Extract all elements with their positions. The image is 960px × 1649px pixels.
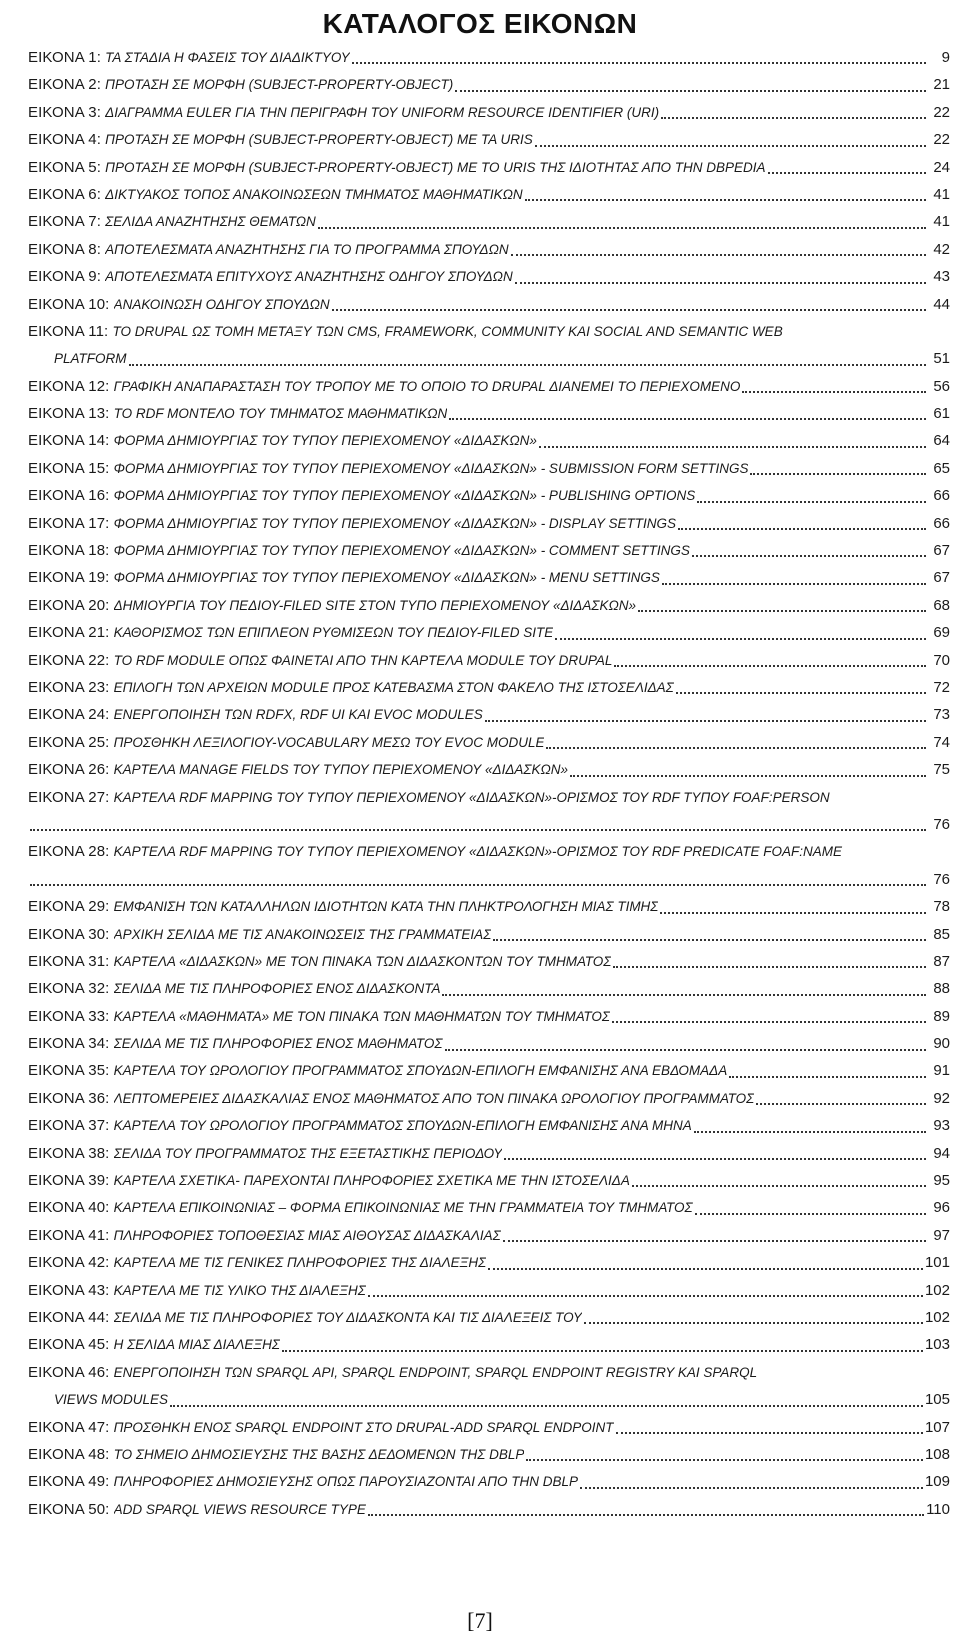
leader-dots [661, 117, 926, 119]
figure-label: ΕΙΚΟΝΑ 23: [28, 678, 110, 696]
figure-page: 73 [933, 706, 950, 724]
figure-page: 93 [933, 1117, 950, 1135]
figure-page: 67 [933, 569, 950, 587]
figure-caption: Η ΣΕΛΙΔΑ ΜΙΑΣ ΔΙΑΛΕΞΗΣ [113, 1337, 281, 1353]
leader-dots [676, 692, 926, 694]
figure-entry[interactable] [28, 263, 950, 290]
figure-label: ΕΙΚΟΝΑ 35: [28, 1062, 110, 1080]
figure-entry[interactable] [28, 647, 950, 674]
figure-caption: ΦΟΡΜΑ ΔΗΜΙΟΥΡΓΙΑΣ ΤΟΥ ΤΥΠΟΥ ΠΕΡΙΕΧΟΜΕΝΟΥ «ΔΙΔΑΣΚΩΝ» - COMMENT SETTINGS [113, 543, 690, 559]
figure-entry[interactable] [28, 1003, 950, 1030]
figure-entry[interactable] [28, 1058, 950, 1085]
leader-dots [756, 1103, 926, 1105]
figure-caption: ΑΝΑΚΟΙΝΩΣΗ ΟΔΗΓΟΥ ΣΠΟΥΔΩΝ [113, 296, 330, 312]
figure-label: ΕΙΚΟΝΑ 42: [28, 1254, 110, 1272]
figure-caption: ΕΠΙΛΟΓΗ ΤΩΝ ΑΡΧΕΙΩΝ MODULE ΠΡΟΣ ΚΑΤΕΒΑΣΜΑ ΣΤΟΝ ΦΑΚΕΛΟ ΤΗΣ ΙΣΤΟΣΕΛΙΔΑΣ [113, 679, 674, 695]
leader-dots [555, 638, 926, 640]
figure-label: ΕΙΚΟΝΑ 13: [28, 405, 110, 423]
figure-entry[interactable] [28, 1359, 950, 1414]
figure-label: ΕΙΚΟΝΑ 43: [28, 1281, 110, 1299]
figure-entry[interactable] [28, 1496, 950, 1523]
figure-page: 91 [933, 1062, 950, 1080]
figure-entry[interactable] [28, 482, 950, 509]
figure-label: ΕΙΚΟΝΑ 48: [28, 1445, 110, 1463]
figure-entry[interactable] [28, 1085, 950, 1112]
figure-page: 85 [933, 925, 950, 943]
figure-entry[interactable] [28, 318, 950, 373]
leader-dots [449, 418, 926, 420]
leader-dots [678, 528, 926, 530]
leader-dots [580, 1487, 923, 1489]
figure-label: ΕΙΚΟΝΑ 28: [28, 843, 110, 861]
figure-entry-line2 [28, 811, 950, 838]
figure-entry[interactable] [28, 1249, 950, 1276]
leader-dots [170, 1405, 923, 1407]
figure-page: 51 [933, 350, 950, 368]
figure-caption: ADD SPARQL VIEWS RESOURCE TYPE [113, 1501, 366, 1517]
figure-label: ΕΙΚΟΝΑ 20: [28, 596, 110, 614]
figure-page: 65 [933, 459, 950, 477]
leader-dots [352, 62, 926, 64]
figure-entry[interactable] [28, 1222, 950, 1249]
figure-entry[interactable] [28, 674, 950, 701]
figure-page: 102 [924, 1281, 950, 1299]
leader-dots [30, 829, 926, 831]
figure-label: ΕΙΚΟΝΑ 8: [28, 240, 101, 258]
figure-entry[interactable] [28, 893, 950, 920]
figure-label: ΕΙΚΟΝΑ 34: [28, 1035, 110, 1053]
leader-dots [695, 1213, 926, 1215]
figure-page: 108 [924, 1445, 950, 1463]
leader-dots [697, 501, 926, 503]
figure-label: ΕΙΚΟΝΑ 17: [28, 514, 110, 532]
figure-page: 92 [933, 1089, 950, 1107]
figure-label: ΕΙΚΟΝΑ 15: [28, 459, 110, 477]
figure-caption: ΚΑΡΤΕΛΑ «ΔΙΔΑΣΚΩΝ» ΜΕ ΤΟΝ ΠΙΝΑΚΑ ΤΩΝ ΔΙΔΑΣΚΟΝΤΩΝ ΤΟΥ ΤΜΗΜΑΤΟΣ [113, 953, 612, 969]
figure-caption: ΔΙΚΤΥΑΚΟΣ ΤΟΠΟΣ ΑΝΑΚΟΙΝΩΣΕΩΝ ΤΜΗΜΑΤΟΣ ΜΑΘΗΜΑΤΙΚΩΝ [105, 186, 523, 202]
figure-entry[interactable] [28, 1331, 950, 1358]
figure-page: 105 [924, 1391, 950, 1409]
leader-dots [445, 1049, 927, 1051]
figure-entry[interactable] [28, 537, 950, 564]
figure-entry[interactable] [28, 44, 950, 71]
figure-page: 89 [933, 1007, 950, 1025]
leader-dots [129, 364, 926, 366]
figure-page: 88 [933, 980, 950, 998]
leader-dots [511, 254, 926, 256]
figure-label: ΕΙΚΟΝΑ 2: [28, 76, 101, 94]
figure-caption: ΠΡΟΤΑΣΗ ΣΕ ΜΟΡΦΗ (SUBJECT-PROPERTY-OBJECT) [105, 77, 454, 93]
figure-entry[interactable] [28, 1112, 950, 1139]
figure-page: 95 [933, 1172, 950, 1190]
figure-label: ΕΙΚΟΝΑ 38: [28, 1144, 110, 1162]
figure-entry[interactable] [28, 1441, 950, 1468]
figure-label: ΕΙΚΟΝΑ 25: [28, 733, 110, 751]
figure-entry[interactable] [28, 729, 950, 756]
figure-caption: ΚΑΡΤΕΛΑ RDF MAPPING ΤΟΥ ΤΥΠΟΥ ΠΕΡΙΕΧΟΜΕΝΟΥ «ΔΙΔΑΣΚΩΝ»-ΟΡΙΣΜΟΣ ΤΟΥ RDF PREDICATE FOAF:NAME [113, 844, 843, 860]
figure-entry[interactable] [28, 1140, 950, 1167]
figure-page: 87 [933, 952, 950, 970]
figure-caption: ΣΕΛΙΔΑ ΜΕ ΤΙΣ ΠΛΗΡΟΦΟΡΙΕΣ ΤΟΥ ΔΙΔΑΣΚΟΝΤΑ ΚΑΙ ΤΙΣ ΔΙΑΛΕΞΕΙΣ ΤΟΥ [113, 1310, 582, 1325]
figure-caption: ΚΑΡΤΕΛΑ RDF MAPPING ΤΟΥ ΤΥΠΟΥ ΠΕΡΙΕΧΟΜΕΝΟΥ «ΔΙΔΑΣΚΩΝ»-ΟΡΙΣΜΟΣ ΤΟΥ RDF ΤΥΠΟΥ FOAF:PERSON [113, 789, 830, 805]
figure-entry[interactable] [28, 236, 950, 263]
figure-label: ΕΙΚΟΝΑ 19: [28, 569, 110, 587]
leader-dots [488, 1268, 923, 1270]
figure-entry-line1 [28, 1359, 950, 1386]
leader-dots [539, 446, 926, 448]
figure-label: ΕΙΚΟΝΑ 3: [28, 103, 101, 121]
figure-caption: ΑΠΟΤΕΛΕΣΜΑΤΑ ΕΠΙΤΥΧΟΥΣ ΑΝΑΖΗΤΗΣΗΣ ΟΔΗΓΟΥ ΣΠΟΥΔΩΝ [105, 269, 513, 285]
figure-entry[interactable] [28, 975, 950, 1002]
leader-dots [493, 939, 926, 941]
figure-label: ΕΙΚΟΝΑ 10: [28, 295, 110, 313]
leader-dots [638, 610, 926, 612]
figure-page: 22 [933, 131, 950, 149]
figure-page: 102 [924, 1309, 950, 1326]
figure-label: ΕΙΚΟΝΑ 12: [28, 377, 110, 395]
figure-entry-line1 [28, 318, 950, 345]
figure-caption: ΤΟ RDF MODULE ΟΠΩΣ ΦΑΙΝΕΤΑΙ ΑΠΟ ΤΗΝ ΚΑΡΤΕΛΑ MODULE ΤΟΥ DRUPAL [113, 652, 613, 668]
figure-entry[interactable] [28, 756, 950, 783]
leader-dots [768, 172, 926, 174]
figure-entry[interactable] [28, 291, 950, 318]
figure-page: 78 [933, 898, 950, 916]
leader-dots [616, 1432, 923, 1434]
figure-caption: ΑΠΟΤΕΛΕΣΜΑΤΑ ΑΝΑΖΗΤΗΣΗΣ ΓΙΑ ΤΟ ΠΡΟΓΡΑΜΜΑ ΣΠΟΥΔΩΝ [105, 241, 509, 257]
figure-caption: ΠΡΟΤΑΣΗ ΣΕ ΜΟΡΦΗ (SUBJECT-PROPERTY-OBJECT) ΜΕ ΤΑ URIS [105, 132, 533, 148]
figure-entry-line2 [28, 866, 950, 893]
figure-label: ΕΙΚΟΝΑ 11: [28, 322, 109, 340]
figure-caption: ΔΙΑΓΡΑΜΜΑ EULER ΓΙΑ ΤΗΝ ΠΕΡΙΓΡΑΦΗ ΤΟΥ UNIFORM RESOURCE IDENTIFIER (URI) [105, 104, 660, 120]
leader-dots [614, 665, 926, 667]
figure-label: ΕΙΚΟΝΑ 47: [28, 1418, 110, 1436]
figure-page: 109 [924, 1473, 950, 1491]
figure-entry[interactable] [28, 71, 950, 98]
figure-label: ΕΙΚΟΝΑ 21: [28, 624, 110, 642]
figure-caption: ΦΟΡΜΑ ΔΗΜΙΟΥΡΓΙΑΣ ΤΟΥ ΤΥΠΟΥ ΠΕΡΙΕΧΟΜΕΝΟΥ «ΔΙΔΑΣΚΩΝ» - PUBLISHING OPTIONS [113, 488, 696, 504]
figure-caption: ΤΟ DRUPAL ΩΣ ΤΟΜΗ ΜΕΤΑΞΥ ΤΩΝ CMS, FRAMEWORK, COMMUNITY ΚΑΙ SOCIAL AND SEMANTIC WEB [112, 323, 783, 339]
figure-entry[interactable] [28, 1468, 950, 1495]
figure-page: 97 [933, 1226, 950, 1244]
figure-page: 66 [933, 487, 950, 505]
figure-caption: ΚΑΡΤΕΛΑ ΣΧΕΤΙΚΑ- ΠΑΡΕΧΟΝΤΑΙ ΠΛΗΡΟΦΟΡΙΕΣ ΣΧΕΤΙΚΑ ΜΕ ΤΗΝ ΙΣΤΟΣΕΛΙΔΑ [113, 1173, 630, 1189]
figure-caption: ΣΕΛΙΔΑ ΜΕ ΤΙΣ ΠΛΗΡΟΦΟΡΙΕΣ ΕΝΟΣ ΔΙΔΑΣΚΟΝΤΑ [113, 981, 441, 997]
figure-label: ΕΙΚΟΝΑ 26: [28, 761, 110, 779]
figure-page: 41 [933, 185, 950, 203]
figure-caption: ΛΕΠΤΟΜΕΡΕΙΕΣ ΔΙΔΑΣΚΑΛΙΑΣ ΕΝΟΣ ΜΑΘΗΜΑΤΟΣ ΑΠΟ ΤΟΝ ΠΙΝΑΚΑ ΩΡΟΛΟΓΙΟΥ ΠΡΟΓΡΑΜΜΑΤΟΣ [113, 1090, 755, 1106]
figure-caption: ΚΑΡΤΕΛΑ «ΜΑΘΗΜΑΤΑ» ΜΕ ΤΟΝ ΠΙΝΑΚΑ ΤΩΝ ΜΑΘΗΜΑΤΩΝ ΤΟΥ ΤΜΗΜΑΤΟΣ [113, 1008, 611, 1024]
figure-page: 21 [933, 76, 950, 94]
figure-label: ΕΙΚΟΝΑ 30: [28, 925, 110, 943]
figure-page: 22 [933, 103, 950, 121]
figure-page: 107 [924, 1418, 950, 1436]
figure-label: ΕΙΚΟΝΑ 27: [28, 788, 110, 806]
leader-dots [368, 1514, 924, 1516]
figure-caption: ΠΡΟΣΘΗΚΗ ΕΝΟΣ SPARQL ENDPOINT ΣΤΟ DRUPAL-ADD SPARQL ENDPOINT [113, 1419, 614, 1435]
figure-caption: ΠΛΗΡΟΦΟΡΙΕΣ ΤΟΠΟΘΕΣΙΑΣ ΜΙΑΣ ΑΙΘΟΥΣΑΣ ΔΙΔΑΣΚΑΛΙΑΣ [113, 1227, 501, 1243]
figure-page: 94 [933, 1144, 950, 1162]
figure-caption: ΣΕΛΙΔΑ ΤΟΥ ΠΡΟΓΡΑΜΜΑΤΟΣ ΤΗΣ ΕΞΕΤΑΣΤΙΚΗΣ ΠΕΡΙΟΔΟΥ [113, 1145, 503, 1161]
leader-dots [282, 1350, 923, 1352]
figure-caption: ΤΟ ΣΗΜΕΙΟ ΔΗΜΟΣΙΕΥΣΗΣ ΤΗΣ ΒΑΣΗΣ ΔΕΔΟΜΕΝΩΝ ΤΗΣ DBLP [113, 1446, 525, 1462]
figure-entry[interactable] [28, 948, 950, 975]
figure-page: 56 [933, 377, 950, 395]
figure-entry[interactable] [28, 1277, 950, 1304]
figure-label: ΕΙΚΟΝΑ 45: [28, 1336, 110, 1354]
figure-entry[interactable] [28, 592, 950, 619]
figure-caption: ΤΑ ΣΤΑΔΙΑ Η ΦΑΣΕΙΣ ΤΟΥ ΔΙΑΔΙΚΤΥΟΥ [105, 49, 350, 65]
figure-page: 96 [933, 1199, 950, 1217]
figure-label: ΕΙΚΟΝΑ 29: [28, 898, 110, 916]
page-title: ΚΑΤΑΛΟΓΟΣ ΕΙΚΟΝΩΝ [322, 8, 638, 39]
figure-label: ΕΙΚΟΝΑ 6: [28, 185, 101, 203]
figure-caption-continued: VIEWS MODULES [54, 1392, 169, 1408]
figure-entry-line2 [28, 1386, 950, 1413]
figure-page: 69 [933, 624, 950, 642]
figure-label: ΕΙΚΟΝΑ 14: [28, 432, 110, 450]
figure-label: ΕΙΚΟΝΑ 44: [28, 1309, 110, 1326]
figure-caption: ΕΝΕΡΓΟΠΟΙΗΣΗ ΤΩΝ SPARQL API, SPARQL ENDPOINT, SPARQL ENDPOINT REGISTRY ΚΑΙ SPARQL [113, 1364, 758, 1380]
figure-page: 76 [933, 815, 950, 833]
figure-page: 24 [933, 158, 950, 176]
figure-label: ΕΙΚΟΝΑ 33: [28, 1007, 110, 1025]
leader-dots [442, 994, 926, 996]
figure-entry[interactable] [28, 154, 950, 181]
figure-entry[interactable] [28, 208, 950, 235]
figure-label: ΕΙΚΟΝΑ 24: [28, 706, 110, 724]
figure-caption: ΠΡΟΤΑΣΗ ΣΕ ΜΟΡΦΗ (SUBJECT-PROPERTY-OBJECT) ΜΕ ΤΟ URIS ΤΗΣ ΙΔΙΟΤΗΤΑΣ ΑΠΟ ΤΗΝ DBPEDIA [105, 159, 766, 175]
leader-dots [632, 1185, 926, 1187]
figure-page: 76 [933, 870, 950, 888]
page-number: [7] [467, 1608, 493, 1633]
figure-caption: ΚΑΡΤΕΛΑ ΜΕ ΤΙΣ ΓΕΝΙΚΕΣ ΠΛΗΡΟΦΟΡΙΕΣ ΤΗΣ ΔΙΑΛΕΞΗΣ [113, 1255, 487, 1271]
figure-page: 70 [933, 651, 950, 669]
figure-label: ΕΙΚΟΝΑ 32: [28, 980, 110, 998]
figure-page: 72 [933, 678, 950, 696]
figure-page: 44 [933, 295, 950, 313]
leader-dots [612, 1021, 926, 1023]
leader-dots [742, 391, 926, 393]
figure-page: 41 [933, 213, 950, 231]
figure-page: 61 [933, 405, 950, 423]
figure-label: ΕΙΚΟΝΑ 7: [28, 213, 101, 231]
figure-page: 75 [933, 761, 950, 779]
figure-entry[interactable] [28, 701, 950, 728]
figure-entry[interactable] [28, 1194, 950, 1221]
figure-caption: ΓΡΑΦΙΚΗ ΑΝΑΠΑΡΑΣΤΑΣΗ ΤΟΥ ΤΡΟΠΟΥ ΜΕ ΤΟ ΟΠΟΙΟ ΤΟ DRUPAL ΔΙΑΝΕΜΕΙ ΤΟ ΠΕΡΙΕΧΟΜΕΝΟ [113, 378, 741, 394]
figure-entry[interactable] [28, 427, 950, 454]
figure-caption: ΠΡΟΣΘΗΚΗ ΛΕΞΙΛΟΓΙΟΥ-VOCABULARY ΜΕΣΩ ΤΟΥ EVOC MODULE [113, 734, 545, 750]
figure-label: ΕΙΚΟΝΑ 9: [28, 268, 101, 286]
figure-caption: ΠΛΗΡΟΦΟΡΙΕΣ ΔΗΜΟΣΙΕΥΣΗΣ ΟΠΩΣ ΠΑΡΟΥΣΙΑΖΟΝΤΑΙ ΑΠΟ ΤΗΝ DBLP [113, 1474, 578, 1490]
figure-entry[interactable] [28, 510, 950, 537]
figure-caption: ΣΕΛΙΔΑ ΑΝΑΖΗΤΗΣΗΣ ΘΕΜΑΤΩΝ [105, 214, 316, 230]
figure-label: ΕΙΚΟΝΑ 40: [28, 1199, 110, 1217]
leader-dots [694, 1131, 926, 1133]
figure-label: ΕΙΚΟΝΑ 16: [28, 487, 110, 505]
figure-page: 9 [941, 48, 950, 66]
figure-entry-line1 [28, 838, 950, 865]
figure-entry[interactable] [28, 181, 950, 208]
figure-page: 103 [924, 1336, 950, 1354]
figure-caption: ΚΑΡΤΕΛΑ ΜΕ ΤΙΣ ΥΛΙΚΟ ΤΗΣ ΔΙΑΛΕΞΗΣ [113, 1282, 366, 1298]
figure-caption-continued: PLATFORM [54, 351, 127, 367]
figure-page: 74 [933, 733, 950, 751]
figure-entry[interactable] [28, 784, 950, 839]
figure-caption: ΕΜΦΑΝΙΣΗ ΤΩΝ ΚΑΤΑΛΛΗΛΩΝ ΙΔΙΟΤΗΤΩΝ ΚΑΤΑ ΤΗΝ ΠΛΗΚΤΡΟΛΟΓΗΣΗ ΜΙΑΣ ΤΙΜΗΣ [113, 899, 659, 915]
figure-entry-line1 [28, 784, 950, 811]
figure-entry-line2 [28, 345, 950, 372]
leader-dots [692, 555, 926, 557]
figure-entry[interactable] [28, 619, 950, 646]
figure-label: ΕΙΚΟΝΑ 49: [28, 1473, 110, 1491]
leader-dots [525, 199, 926, 201]
figure-label: ΕΙΚΟΝΑ 37: [28, 1117, 110, 1135]
figure-caption: ΦΟΡΜΑ ΔΗΜΙΟΥΡΓΙΑΣ ΤΟΥ ΤΥΠΟΥ ΠΕΡΙΕΧΟΜΕΝΟΥ «ΔΙΔΑΣΚΩΝ» - MENU SETTINGS [113, 570, 660, 586]
figure-caption: ΦΟΡΜΑ ΔΗΜΙΟΥΡΓΙΑΣ ΤΟΥ ΤΥΠΟΥ ΠΕΡΙΕΧΟΜΕΝΟΥ «ΔΙΔΑΣΚΩΝ» - DISPLAY SETTINGS [113, 515, 676, 531]
figure-caption: ΚΑΡΤΕΛΑ ΤΟΥ ΩΡΟΛΟΓΙΟΥ ΠΡΟΓΡΑΜΜΑΤΟΣ ΣΠΟΥΔΩΝ-ΕΠΙΛΟΓΗ ΕΜΦΑΝΙΣΗΣ ΑΝΑ ΕΒΔΟΜΑΔΑ [113, 1063, 728, 1079]
figure-page: 43 [933, 268, 950, 286]
figure-caption: ΚΑΡΤΕΛΑ ΕΠΙΚΟΙΝΩΝΙΑΣ – ΦΟΡΜΑ ΕΠΙΚΟΙΝΩΝΙΑΣ ΜΕ ΤΗΝ ΓΡΑΜΜΑΤΕΙΑ ΤΟΥ ΤΜΗΜΑΤΟΣ [113, 1200, 693, 1216]
figure-entry[interactable] [28, 564, 950, 591]
leader-dots [515, 282, 926, 284]
figure-caption: ΚΑΘΟΡΙΣΜΟΣ ΤΩΝ ΕΠΙΠΛΕΟΝ ΡΥΘΜΙΣΕΩΝ ΤΟΥ ΠΕΔΙΟΥ-FILED SITE [113, 625, 554, 641]
figure-entry[interactable] [28, 1414, 950, 1441]
leader-dots [455, 90, 926, 92]
figure-label: ΕΙΚΟΝΑ 39: [28, 1172, 110, 1190]
figure-label: ΕΙΚΟΝΑ 36: [28, 1089, 110, 1107]
figure-label: ΕΙΚΟΝΑ 1: [28, 48, 101, 66]
figure-caption: ΤΟ RDF ΜΟΝΤΕΛΟ ΤΟΥ ΤΜΗΜΑΤΟΣ ΜΑΘΗΜΑΤΙΚΩΝ [113, 406, 448, 422]
figure-entry[interactable] [28, 373, 950, 400]
leader-dots [30, 884, 926, 886]
figure-label: ΕΙΚΟΝΑ 31: [28, 952, 110, 970]
leader-dots [546, 747, 926, 749]
figure-page: 90 [933, 1035, 950, 1053]
leader-dots [613, 966, 926, 968]
figure-entry[interactable] [28, 838, 950, 893]
leader-dots [485, 720, 926, 722]
figure-entry[interactable] [28, 400, 950, 427]
figure-page: 42 [933, 240, 950, 258]
figure-caption: ΣΕΛΙΔΑ ΜΕ ΤΙΣ ΠΛΗΡΟΦΟΡΙΕΣ ΕΝΟΣ ΜΑΘΗΜΑΤΟΣ [113, 1036, 443, 1052]
figure-caption: ΔΗΜΙΟΥΡΓΙΑ ΤΟΥ ΠΕΔΙΟΥ-FILED SITE ΣΤΟΝ ΤΥΠΟ ΠΕΡΙΕΧΟΜΕΝΟΥ «ΔΙΔΑΣΚΩΝ» [113, 597, 636, 613]
figure-entry[interactable] [28, 1304, 950, 1331]
figure-label: ΕΙΚΟΝΑ 41: [28, 1226, 110, 1244]
figure-caption: ΚΑΡΤΕΛΑ ΤΟΥ ΩΡΟΛΟΓΙΟΥ ΠΡΟΓΡΑΜΜΑΤΟΣ ΣΠΟΥΔΩΝ-ΕΠΙΛΟΓΗ ΕΜΦΑΝΙΣΗΣ ΑΝΑ ΜΗΝΑ [113, 1118, 692, 1134]
leader-dots [535, 145, 926, 147]
figure-page: 64 [933, 432, 950, 450]
figure-entry[interactable] [28, 99, 950, 126]
leader-dots [318, 227, 926, 229]
figure-entry[interactable] [28, 1030, 950, 1057]
leader-dots [660, 912, 926, 914]
figure-label: ΕΙΚΟΝΑ 5: [28, 158, 101, 176]
figure-caption: ΚΑΡΤΕΛΑ MANAGE FIELDS ΤΟΥ ΤΥΠΟΥ ΠΕΡΙΕΧΟΜΕΝΟΥ «ΔΙΔΑΣΚΩΝ» [113, 762, 569, 778]
figure-page: 66 [933, 514, 950, 532]
figure-caption: ΕΝΕΡΓΟΠΟΙΗΣΗ ΤΩΝ RDFX, RDF UI ΚΑΙ EVOC MODULES [113, 707, 483, 723]
figure-page: 110 [926, 1500, 950, 1518]
figure-label: ΕΙΚΟΝΑ 50: [28, 1500, 110, 1518]
figure-entry[interactable] [28, 455, 950, 482]
figure-entry[interactable] [28, 1167, 950, 1194]
figure-page: 67 [933, 542, 950, 560]
figure-label: ΕΙΚΟΝΑ 46: [28, 1363, 110, 1381]
figure-entry[interactable] [28, 126, 950, 153]
figure-label: ΕΙΚΟΝΑ 18: [28, 542, 110, 560]
figure-list [28, 44, 950, 1523]
figure-caption: ΦΟΡΜΑ ΔΗΜΙΟΥΡΓΙΑΣ ΤΟΥ ΤΥΠΟΥ ΠΕΡΙΕΧΟΜΕΝΟΥ «ΔΙΔΑΣΚΩΝ» [113, 433, 537, 449]
figure-page: 68 [933, 596, 950, 614]
leader-dots [570, 775, 926, 777]
leader-dots [368, 1295, 923, 1297]
figure-page: 101 [924, 1254, 950, 1272]
figure-caption: ΦΟΡΜΑ ΔΗΜΙΟΥΡΓΙΑΣ ΤΟΥ ΤΥΠΟΥ ΠΕΡΙΕΧΟΜΕΝΟΥ «ΔΙΔΑΣΚΩΝ» - SUBMISSION FORM SETTINGS [113, 460, 749, 476]
leader-dots [729, 1076, 926, 1078]
leader-dots [584, 1322, 923, 1324]
figure-label: ΕΙΚΟΝΑ 4: [28, 131, 101, 149]
figure-entry[interactable] [28, 921, 950, 948]
leader-dots [504, 1158, 926, 1160]
leader-dots [526, 1459, 923, 1461]
leader-dots [750, 473, 926, 475]
figure-caption: ΑΡΧΙΚΗ ΣΕΛΙΔΑ ΜΕ ΤΙΣ ΑΝΑΚΟΙΝΩΣΕΙΣ ΤΗΣ ΓΡΑΜΜΑΤΕΙΑΣ [113, 926, 492, 942]
leader-dots [503, 1240, 926, 1242]
figure-label: ΕΙΚΟΝΑ 22: [28, 651, 110, 669]
leader-dots [662, 583, 926, 585]
leader-dots [332, 309, 926, 311]
